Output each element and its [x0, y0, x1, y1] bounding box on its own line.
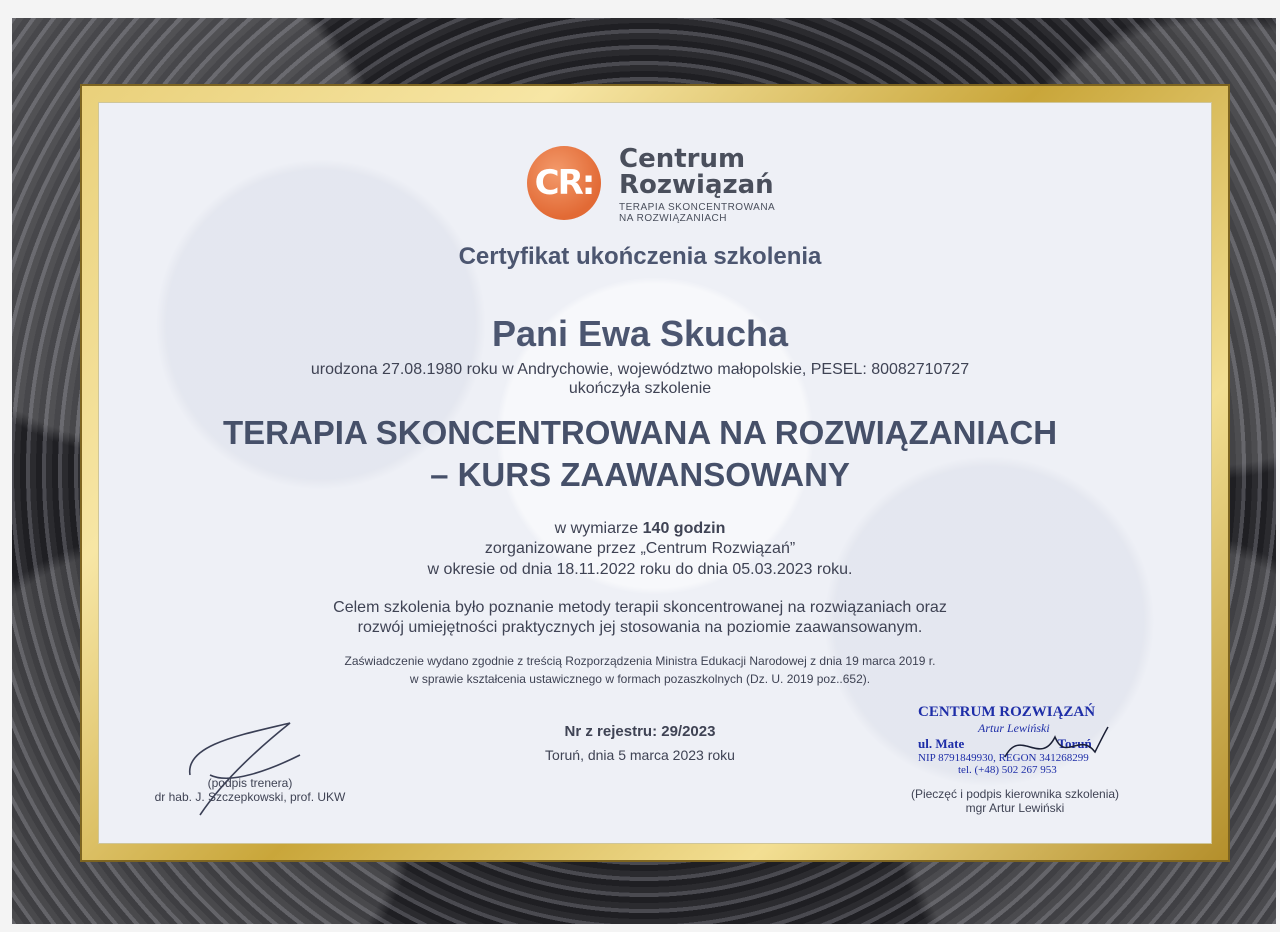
- trainer-signature-block: [150, 776, 350, 804]
- legal-line2: w sprawie kształcenia ustawicznego w formach pozaszkolnych (Dz. U. 2019 poz..652).: [409, 672, 871, 686]
- period-line: w okresie od dnia 18.11.2022 roku do dnia 05.03.2023 roku.: [427, 561, 853, 578]
- stamp-line5: tel. (+48) 502 267 953: [958, 764, 1057, 776]
- logo-name-line1: Centrum: [619, 144, 746, 174]
- stamp-line1: CENTRUM ROZWIĄZAŃ: [918, 704, 1096, 720]
- hours-value: 140 godzin: [642, 520, 726, 537]
- hours-prefix: w wymiarze: [554, 520, 643, 537]
- trainer-signature-icon: [180, 715, 330, 825]
- goal-line2: rozwój umiejętności praktycznych jej stosowania na poziomie zaawansowanym.: [357, 619, 923, 636]
- course-title-line2: – KURS ZAAWANSOWANY: [430, 456, 850, 493]
- registry-number: Nr z rejestru: 29/2023: [564, 723, 716, 740]
- birth-info: urodzona 27.08.1980 roku w Andrychowie, województwo małopolskie, PESEL: 80082710727: [310, 361, 970, 378]
- stamp-line3-start: ul. Mate: [918, 736, 965, 751]
- stamp-line4: NIP 8791849930, REGON 341268299: [918, 752, 1089, 764]
- logo-name: [619, 146, 774, 198]
- logo: [527, 146, 827, 226]
- head-signature-icon: [1000, 722, 1110, 772]
- logo-name-line2: Rozwiązań: [619, 170, 774, 200]
- trainer-name: dr hab. J. Szczepkowski, prof. UKW: [154, 790, 346, 804]
- logo-sub-line2: NA ROZWIĄZANIACH: [619, 213, 728, 224]
- head-caption: (Pieczęć i podpis kierownika szkolenia): [910, 787, 1120, 801]
- goal-line1: Celem szkolenia było poznanie metody terapii skoncentrowanej na rozwiązaniach oraz: [333, 599, 947, 616]
- place-date: Toruń, dnia 5 marca 2023 roku: [545, 747, 735, 763]
- certificate-title: Certyfikat ukończenia szkolenia: [458, 243, 822, 270]
- logo-mark-icon: CR:: [527, 146, 601, 220]
- head-name: mgr Artur Lewiński: [965, 801, 1065, 815]
- completed-text: ukończyła szkolenie: [568, 380, 712, 397]
- logo-sub-line1: TERAPIA SKONCENTROWANA: [619, 202, 776, 213]
- legal-line1: Zaświadczenie wydano zgodnie z treścią Rozporządzenia Ministra Edukacji Narodowej z dnia 19 marca 2019 r.: [344, 654, 936, 668]
- hours-line: [0, 520, 1280, 538]
- stamp-line3-end: Toruń: [1057, 736, 1092, 751]
- logo-subtitle: [619, 202, 775, 224]
- head-signature-block: [900, 787, 1130, 815]
- course-title-line1: TERAPIA SKONCENTROWANA NA ROZWIĄZANIACH: [222, 414, 1058, 451]
- stamp-line2: Artur Lewiński: [978, 721, 1050, 735]
- organizer-line: zorganizowane przez „Centrum Rozwiązań”: [484, 540, 796, 557]
- trainer-caption: (podpis trenera): [207, 776, 293, 790]
- recipient-name: Pani Ewa Skucha: [491, 313, 789, 354]
- course-title: [0, 412, 1280, 496]
